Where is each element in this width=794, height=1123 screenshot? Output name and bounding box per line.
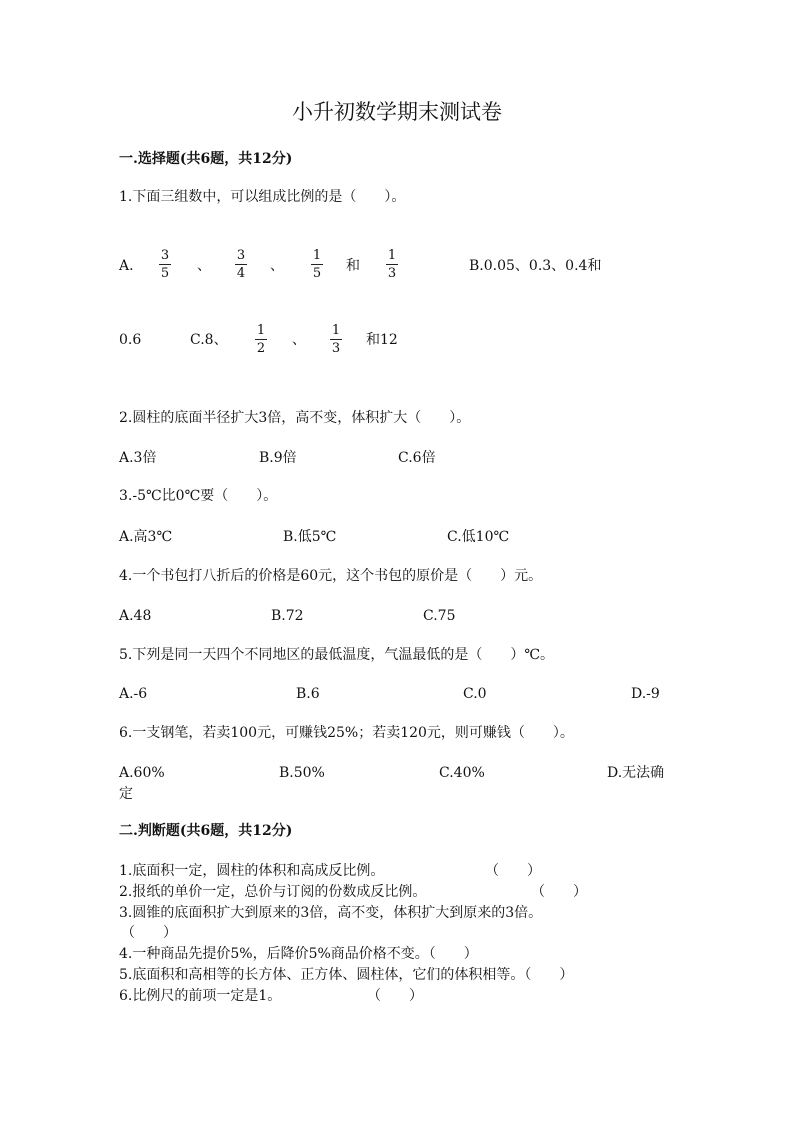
fraction-bar <box>255 339 267 340</box>
judgement-item-6: 6.比例尺的前项一定是1。 <box>119 988 282 1004</box>
section-heading-choice: 一.选择题(共6题，共12分) <box>119 151 293 167</box>
fraction-1-3 <box>386 248 398 281</box>
question-1-option-c-label: C.8、 <box>190 332 228 348</box>
fraction-1-2 <box>255 323 267 356</box>
question-5-stem: 5.下列是同一天四个不同地区的最低温度，气温最低的是（ ）℃。 <box>119 647 555 663</box>
question-5-option-a: A.-6 <box>119 686 148 702</box>
question-6-option-c: C.40% <box>439 765 485 781</box>
question-6-option-d: D.无法确 <box>607 765 665 781</box>
question-5-option-d: D.-9 <box>631 686 660 702</box>
fraction-bar <box>159 264 171 265</box>
fraction-numerator: 3 <box>160 248 170 263</box>
separator: 、 <box>292 332 306 348</box>
judgement-item-3: 3.圆锥的底面积扩大到原来的3倍，高不变，体积扩大到原来的3倍。 <box>119 905 543 921</box>
judgement-item-4: 4.一种商品先提价5%，后降价5%商品价格不变。（ ） <box>119 946 478 962</box>
judgement-item-5: 5.底面积和高相等的长方体、正方体、圆柱体，它们的体积相等。（ ） <box>119 967 574 983</box>
judgement-item-1: 1.底面积一定，圆柱的体积和高成反比例。 <box>119 863 385 879</box>
fraction-3-4 <box>235 248 247 281</box>
fraction-denominator: 4 <box>236 266 246 281</box>
question-1-option-a-label: A. <box>119 258 134 274</box>
fraction-numerator: 1 <box>256 323 266 338</box>
fraction-denominator: 2 <box>256 341 266 356</box>
fraction-1-3-c <box>330 323 342 356</box>
fraction-bar <box>311 264 323 265</box>
question-4-option-b: B.72 <box>271 608 304 624</box>
question-3-stem: 3.-5℃比0℃要（ ）。 <box>119 488 278 504</box>
section-heading-judgement: 二.判断题(共6题，共12分) <box>119 823 293 839</box>
fraction-denominator: 3 <box>387 266 397 281</box>
fraction-numerator: 3 <box>236 248 246 263</box>
judgement-item-2-blank: （ ） <box>531 884 587 900</box>
fraction-1-5 <box>311 248 323 281</box>
question-6-option-d-continued: 定 <box>119 786 133 802</box>
fraction-denominator: 3 <box>331 341 341 356</box>
question-1-option-b-continued: 0.6 <box>119 332 142 348</box>
question-2-option-b: B.9倍 <box>259 450 297 466</box>
question-6-stem: 6.一支钢笔，若卖100元，可赚钱25%；若卖120元，则可赚钱（ ）。 <box>119 725 574 741</box>
judgement-item-1-blank: （ ） <box>485 863 541 879</box>
question-2-stem: 2.圆柱的底面半径扩大3倍，高不变，体积扩大（ ）。 <box>119 410 471 426</box>
judgement-item-2: 2.报纸的单价一定，总价与订阅的份数成反比例。 <box>119 884 427 900</box>
question-4-option-a: A.48 <box>119 608 152 624</box>
fraction-bar <box>235 264 247 265</box>
question-3-option-c: C.低10℃ <box>447 529 510 545</box>
question-1-option-c-tail: 和12 <box>366 332 398 348</box>
question-2-option-c: C.6倍 <box>398 450 436 466</box>
fraction-3-5 <box>159 248 171 281</box>
question-6-option-a: A.60% <box>119 765 165 781</box>
question-6-option-b: B.50% <box>279 765 325 781</box>
fraction-bar <box>330 339 342 340</box>
page-title: 小升初数学期末测试卷 <box>292 100 502 124</box>
question-5-option-c: C.0 <box>463 686 487 702</box>
question-3-option-b: B.低5℃ <box>283 529 337 545</box>
question-3-option-a: A.高3℃ <box>119 529 173 545</box>
judgement-item-3-blank: （ ） <box>121 925 177 941</box>
judgement-item-6-blank: （ ） <box>367 988 423 1004</box>
fraction-numerator: 1 <box>312 248 322 263</box>
question-2-option-a: A.3倍 <box>119 450 157 466</box>
question-5-option-b: B.6 <box>296 686 320 702</box>
separator: 、 <box>270 258 284 274</box>
fraction-numerator: 1 <box>387 248 397 263</box>
and-word: 和 <box>346 258 360 274</box>
fraction-bar <box>386 264 398 265</box>
fraction-denominator: 5 <box>312 266 322 281</box>
fraction-denominator: 5 <box>160 266 170 281</box>
question-1-stem: 1.下面三组数中，可以组成比例的是（ ）。 <box>119 189 406 205</box>
question-4-option-c: C.75 <box>423 608 456 624</box>
question-4-stem: 4.一个书包打八折后的价格是60元，这个书包的原价是（ ）元。 <box>119 568 543 584</box>
question-1-option-b: B.0.05、0.3、0.4和 <box>469 258 602 274</box>
fraction-numerator: 1 <box>331 323 341 338</box>
separator: 、 <box>197 258 211 274</box>
